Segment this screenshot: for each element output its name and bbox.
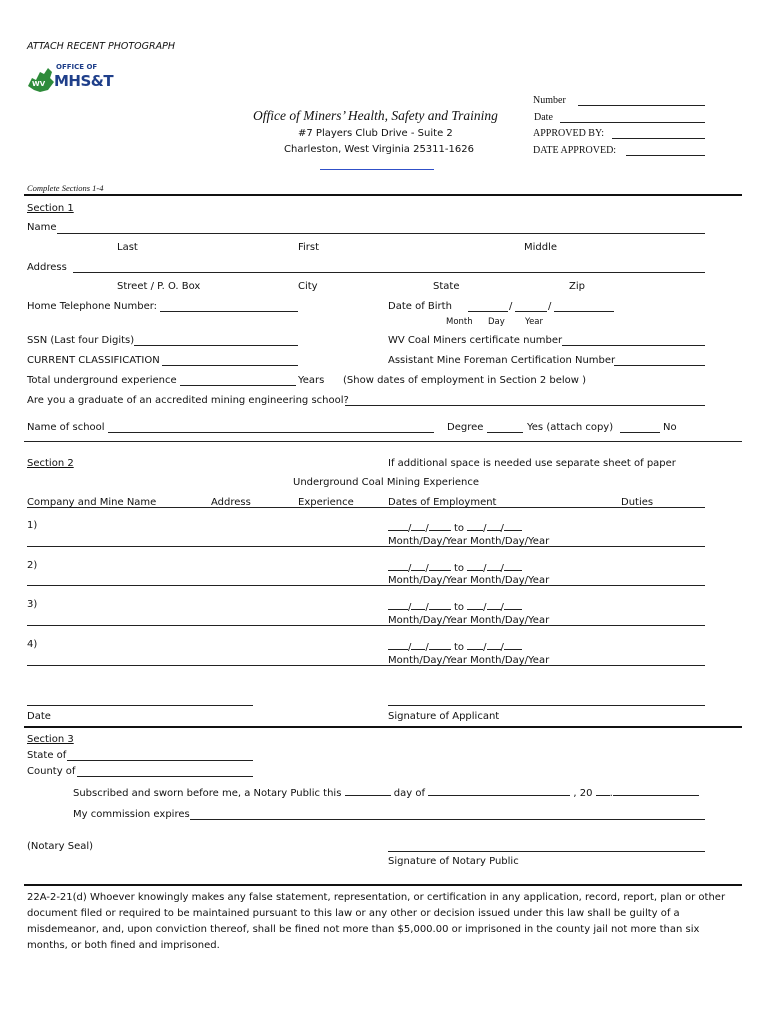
row-line[interactable]	[27, 625, 705, 626]
total-exp-field[interactable]	[180, 385, 296, 386]
col-company: Company and Mine Name	[27, 497, 157, 508]
classification-field[interactable]	[162, 365, 298, 366]
date-approved-field[interactable]	[626, 155, 705, 156]
address-state-caption: State	[433, 281, 460, 292]
degree-label: Degree	[447, 422, 484, 433]
dob-month-field[interactable]	[468, 311, 508, 312]
asst-foreman-label: Assistant Mine Foreman Certification Number	[388, 355, 616, 366]
row-dates[interactable]: / / to / /	[388, 560, 522, 574]
home-phone-label: Home Telephone Number:	[27, 301, 158, 312]
row-line[interactable]	[27, 546, 705, 547]
date-caption: Month/Day/Year Month/Day/Year	[388, 655, 550, 666]
date-caption: Month/Day/Year Month/Day/Year	[388, 615, 550, 626]
dob-day-field[interactable]	[515, 311, 547, 312]
section-divider	[24, 884, 742, 886]
day-of-label: day of	[393, 788, 425, 799]
name-last-caption: Last	[117, 242, 138, 253]
to-label: to	[453, 642, 464, 653]
section-divider	[24, 194, 742, 196]
year-prefix: , 20	[573, 788, 593, 799]
state-of-field[interactable]	[67, 760, 253, 761]
statute-text: Whoever knowingly makes any false statement, representation, or certification in any application, record, report, plan or other document filed or required to be maintained pursuant to this law or any other or decision issued under this law shall be guilty of a misdemeanor, and, upon conviction thereof, shall be fined not more than $5,000.00 or imprisoned in the county jail not more than six months, or both fined and imprisoned.	[27, 892, 726, 951]
dob-year-field[interactable]	[554, 311, 614, 312]
graduate-answer-field[interactable]	[345, 405, 705, 406]
applicant-signature-label: Signature of Applicant	[388, 711, 500, 722]
sworn-prefix: Subscribed and sworn before me, a Notary Public this	[73, 788, 342, 799]
name-field[interactable]	[57, 233, 705, 234]
name-middle-caption: Middle	[524, 242, 558, 253]
date-caption: Month/Day/Year Month/Day/Year	[388, 575, 550, 586]
notary-signature-field[interactable]	[388, 851, 705, 852]
dob-label: Date of Birth	[388, 301, 452, 312]
ssn-field[interactable]	[134, 345, 298, 346]
office-title: Office of Miners’ Health, Safety and Training	[253, 108, 498, 123]
dob-month-caption: Month	[446, 317, 473, 327]
row-dates[interactable]: / / to / /	[388, 520, 522, 534]
school-field[interactable]	[108, 432, 434, 433]
notary-signature-label: Signature of Notary Public	[388, 856, 519, 867]
sworn-day-field[interactable]	[428, 785, 570, 796]
mhst-logo	[26, 62, 116, 94]
sworn-statement: Subscribed and sworn before me, a Notary Public this day of , 20 .	[73, 785, 699, 799]
statute-code: 22A-2-21(d)	[27, 892, 87, 903]
number-label: Number	[533, 95, 566, 106]
col-address: Address	[211, 497, 251, 508]
section1-end-line	[24, 441, 742, 442]
applicant-signature-field[interactable]	[388, 705, 705, 706]
address-street-caption: Street / P. O. Box	[117, 281, 201, 292]
to-label: to	[453, 602, 464, 613]
address-city-caption: City	[298, 281, 318, 292]
row-number: 4)	[27, 639, 38, 650]
classification-label: CURRENT CLASSIFICATION	[27, 355, 160, 366]
row-line[interactable]	[27, 585, 705, 586]
date-caption: Month/Day/Year Month/Day/Year	[388, 536, 550, 547]
col-experience: Experience	[298, 497, 354, 508]
complete-sections-note: Complete Sections 1-4	[27, 183, 104, 193]
years-label: Years	[298, 375, 325, 386]
section2-title: Section 2	[27, 458, 74, 469]
section2-subtitle: Underground Coal Mining Experience	[293, 477, 479, 488]
row-number: 2)	[27, 560, 38, 571]
wv-cert-field[interactable]	[562, 345, 705, 346]
dob-slash-1: /	[509, 301, 513, 312]
date-approved-label: DATE APPROVED:	[533, 145, 617, 156]
sworn-extra-field[interactable]	[613, 785, 699, 796]
asst-foreman-field[interactable]	[614, 365, 705, 366]
degree-yes-field[interactable]	[487, 432, 523, 433]
address-label: Address	[27, 262, 67, 273]
email-link-line[interactable]	[320, 169, 434, 170]
home-phone-field[interactable]	[160, 311, 298, 312]
county-of-label: County of	[27, 766, 76, 777]
no-label: No	[663, 422, 677, 433]
logo-wv-text: WV	[32, 80, 46, 88]
applicant-date-field[interactable]	[27, 705, 253, 706]
section-divider	[24, 726, 742, 728]
attach-photo-note: ATTACH RECENT PHOTOGRAPH	[27, 41, 175, 52]
degree-no-field[interactable]	[620, 432, 660, 433]
ssn-label: SSN (Last four Digits)	[27, 335, 135, 346]
additional-space-note: If additional space is needed use separate sheet of paper	[388, 458, 676, 469]
row-number: 1)	[27, 520, 38, 531]
date-label: Date	[534, 112, 553, 123]
address-field[interactable]	[73, 272, 705, 273]
sworn-year-field[interactable]	[596, 785, 610, 796]
dob-slash-2: /	[548, 301, 552, 312]
total-exp-label: Total underground experience	[27, 375, 177, 386]
approved-by-label: APPROVED BY:	[533, 128, 605, 139]
address-zip-caption: Zip	[569, 281, 585, 292]
graduate-question: Are you a graduate of an accredited mining engineering school?	[27, 395, 349, 406]
number-field[interactable]	[578, 105, 705, 106]
address-line-1: #7 Players Club Drive - Suite 2	[298, 128, 453, 139]
show-dates-note: (Show dates of employment in Section 2 below )	[343, 375, 587, 386]
commission-label: My commission expires	[73, 809, 190, 820]
dob-year-caption: Year	[525, 317, 543, 327]
school-label: Name of school	[27, 422, 105, 433]
notary-seal-label: (Notary Seal)	[27, 841, 94, 852]
approved-by-field[interactable]	[612, 138, 705, 139]
section1-title: Section 1	[27, 203, 74, 214]
to-label: to	[453, 523, 464, 534]
dob-day-caption: Day	[488, 317, 505, 327]
row-dates[interactable]: / / to / /	[388, 599, 522, 613]
commission-field[interactable]	[190, 819, 705, 820]
column-header-line	[27, 507, 705, 508]
name-first-caption: First	[298, 242, 320, 253]
false-statement-warning	[27, 890, 743, 954]
section3-title: Section 3	[27, 734, 74, 745]
state-of-label: State of	[27, 750, 67, 761]
date-field[interactable]	[560, 122, 705, 123]
row-line[interactable]	[27, 665, 705, 666]
wv-cert-label: WV Coal Miners certificate number	[388, 335, 563, 346]
col-dates: Dates of Employment	[388, 497, 497, 508]
row-dates[interactable]: / / to / /	[388, 639, 522, 653]
name-label: Name	[27, 222, 57, 233]
county-of-field[interactable]	[77, 776, 253, 777]
applicant-date-label: Date	[27, 711, 51, 722]
logo-top-text: OFFICE OF	[56, 63, 98, 71]
sworn-this-field[interactable]	[345, 785, 391, 796]
to-label: to	[453, 563, 464, 574]
address-line-2: Charleston, West Virginia 25311-1626	[284, 144, 474, 155]
yes-label: Yes (attach copy)	[527, 422, 614, 433]
row-number: 3)	[27, 599, 38, 610]
col-duties: Duties	[621, 497, 654, 508]
logo-main-text: MHS&T	[54, 72, 114, 90]
